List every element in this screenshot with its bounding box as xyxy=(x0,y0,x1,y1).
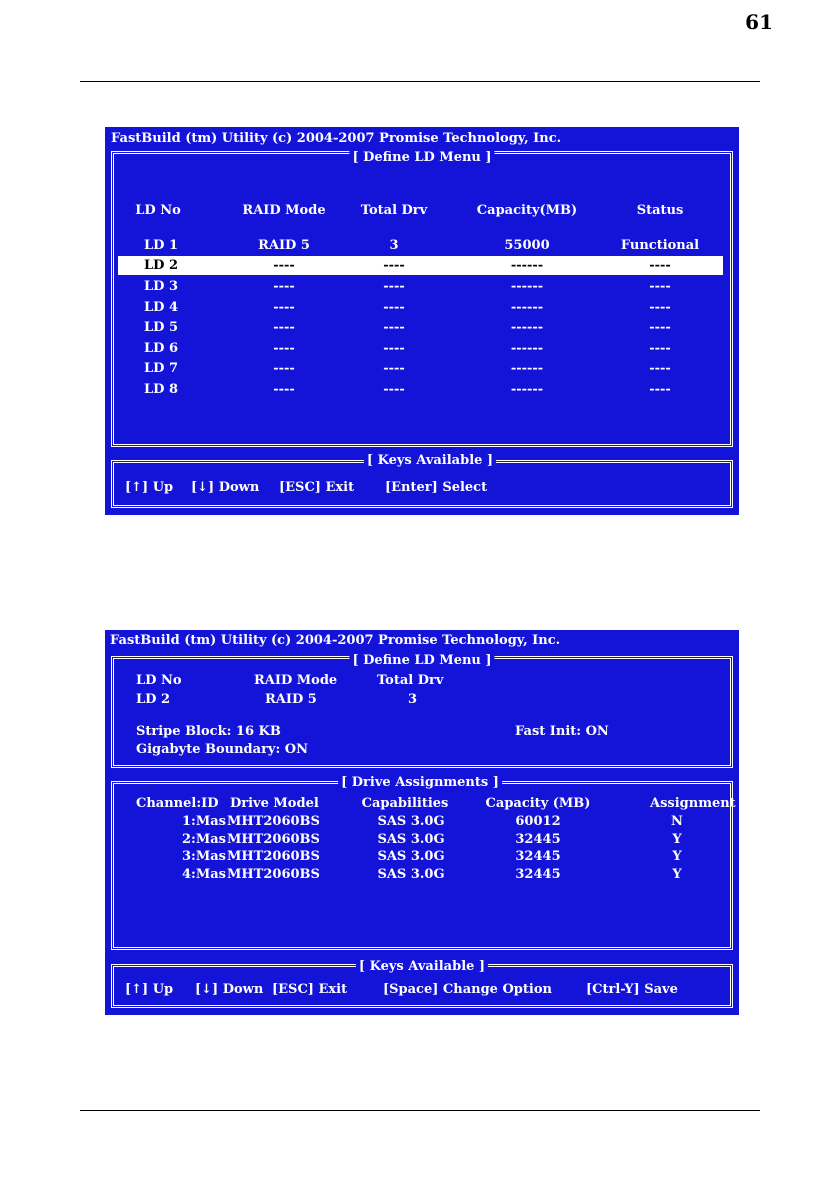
col-header-total-drv: Total Drv xyxy=(360,203,428,218)
ld-no: LD 4 xyxy=(144,300,178,315)
raid-mode: ---- xyxy=(273,279,295,294)
define-ld-menu-title: [ Define LD Menu ] xyxy=(349,150,494,166)
fastbuild-define-ld-detail-screen xyxy=(105,630,739,1015)
channel-id: 2:Mas xyxy=(182,832,226,847)
status: ---- xyxy=(649,341,671,356)
key-up: [↑] Up xyxy=(125,982,174,997)
capacity: 32445 xyxy=(515,867,561,882)
raid-mode: ---- xyxy=(273,300,295,315)
raid-mode: ---- xyxy=(273,341,295,356)
status: ---- xyxy=(649,320,671,335)
ld-no: LD 1 xyxy=(144,238,178,253)
assignment[interactable]: Y xyxy=(672,867,682,882)
status: ---- xyxy=(649,361,671,376)
raid-mode: RAID 5 xyxy=(258,238,310,253)
footer-rule xyxy=(80,1110,760,1111)
total-drv-value: 3 xyxy=(408,692,418,707)
capacity: ------ xyxy=(510,279,544,294)
capacity: ------ xyxy=(510,382,544,397)
status: ---- xyxy=(649,382,671,397)
drive-model: MHT2060BS xyxy=(227,832,320,847)
ld-no-value: LD 2 xyxy=(136,692,170,707)
capacity: ------ xyxy=(510,361,544,376)
capacity: 60012 xyxy=(515,814,561,829)
key-esc-exit: [ESC] Exit xyxy=(272,982,348,997)
define-ld-menu-frame xyxy=(111,151,733,447)
raid-mode: ---- xyxy=(273,382,295,397)
capacity: 32445 xyxy=(515,849,561,864)
total-drv: ---- xyxy=(383,258,405,273)
capacity: 55000 xyxy=(504,238,550,253)
col-header-assignment: Assignment xyxy=(650,796,736,811)
total-drv: ---- xyxy=(383,279,405,294)
header-rule xyxy=(80,81,760,82)
stripe-block-option[interactable]: Stripe Block: 16 KB xyxy=(136,724,281,739)
total-drv: ---- xyxy=(383,341,405,356)
status: ---- xyxy=(649,279,671,294)
page-number: 61 xyxy=(745,10,773,34)
drive-model: MHT2060BS xyxy=(227,849,320,864)
raid-mode: ---- xyxy=(273,361,295,376)
key-down: [↓] Down xyxy=(191,480,260,495)
col-header-capabilities: Capabilities xyxy=(361,796,449,811)
total-drv: ---- xyxy=(383,382,405,397)
capabilities: SAS 3.0G xyxy=(377,832,445,847)
ld-no: LD 2 xyxy=(144,258,178,273)
capacity: 32445 xyxy=(515,832,561,847)
utility-title: FastBuild (tm) Utility (c) 2004-2007 Promise Technology, Inc. xyxy=(110,633,561,648)
raid-mode: ---- xyxy=(273,258,295,273)
keys-available-title: [ Keys Available ] xyxy=(364,453,496,469)
col-header-raid-mode: RAID Mode xyxy=(242,203,326,218)
drive-model: MHT2060BS xyxy=(227,814,320,829)
col-header-drive-model: Drive Model xyxy=(230,796,319,811)
total-drv: ---- xyxy=(383,361,405,376)
capabilities: SAS 3.0G xyxy=(377,849,445,864)
fast-init-option[interactable]: Fast Init: ON xyxy=(515,724,609,739)
status: Functional xyxy=(620,238,700,253)
raid-mode: ---- xyxy=(273,320,295,335)
capacity: ------ xyxy=(510,341,544,356)
total-drv: ---- xyxy=(383,320,405,335)
capacity: ------ xyxy=(510,258,544,273)
keys-available-title: [ Keys Available ] xyxy=(356,959,488,975)
ld-no: LD 3 xyxy=(144,279,178,294)
assignment[interactable]: Y xyxy=(672,832,682,847)
ld-no-label: LD No xyxy=(136,673,182,688)
ld-no: LD 5 xyxy=(144,320,178,335)
ld-no: LD 8 xyxy=(144,382,178,397)
define-ld-menu-title: [ Define LD Menu ] xyxy=(349,653,494,669)
utility-title: FastBuild (tm) Utility (c) 2004-2007 Promise Technology, Inc. xyxy=(111,131,562,146)
col-header-capacity: Capacity(MB) xyxy=(476,203,578,218)
ld-no: LD 7 xyxy=(144,361,178,376)
total-drv: ---- xyxy=(383,300,405,315)
key-up: [↑] Up xyxy=(125,480,174,495)
capabilities: SAS 3.0G xyxy=(377,867,445,882)
capabilities: SAS 3.0G xyxy=(377,814,445,829)
ld-no: LD 6 xyxy=(144,341,178,356)
status: ---- xyxy=(649,258,671,273)
status: ---- xyxy=(649,300,671,315)
key-down: [↓] Down xyxy=(195,982,264,997)
capacity: ------ xyxy=(510,320,544,335)
capacity: ------ xyxy=(510,300,544,315)
assignment[interactable]: N xyxy=(671,814,683,829)
channel-id: 3:Mas xyxy=(182,849,226,864)
col-header-capacity: Capacity (MB) xyxy=(485,796,591,811)
raid-mode-value[interactable]: RAID 5 xyxy=(265,692,317,707)
selection-highlight xyxy=(118,256,723,275)
channel-id: 1:Mas xyxy=(182,814,226,829)
key-esc-exit: [ESC] Exit xyxy=(279,480,355,495)
col-header-channel-id: Channel:ID xyxy=(136,796,219,811)
col-header-ld-no: LD No xyxy=(135,203,181,218)
drive-model: MHT2060BS xyxy=(227,867,320,882)
total-drv: 3 xyxy=(389,238,399,253)
drive-assignments-title: [ Drive Assignments ] xyxy=(338,775,502,791)
fastbuild-define-ld-list-screen xyxy=(105,127,739,515)
gigabyte-boundary-option[interactable]: Gigabyte Boundary: ON xyxy=(136,742,309,757)
raid-mode-label: RAID Mode xyxy=(254,673,338,688)
key-space-change-option: [Space] Change Option xyxy=(383,982,552,997)
channel-id: 4:Mas xyxy=(182,867,226,882)
key-ctrl-y-save: [Ctrl-Y] Save xyxy=(586,982,678,997)
total-drv-label: Total Drv xyxy=(377,673,444,688)
col-header-status: Status xyxy=(636,203,684,218)
key-enter-select: [Enter] Select xyxy=(385,480,488,495)
assignment[interactable]: Y xyxy=(672,849,682,864)
